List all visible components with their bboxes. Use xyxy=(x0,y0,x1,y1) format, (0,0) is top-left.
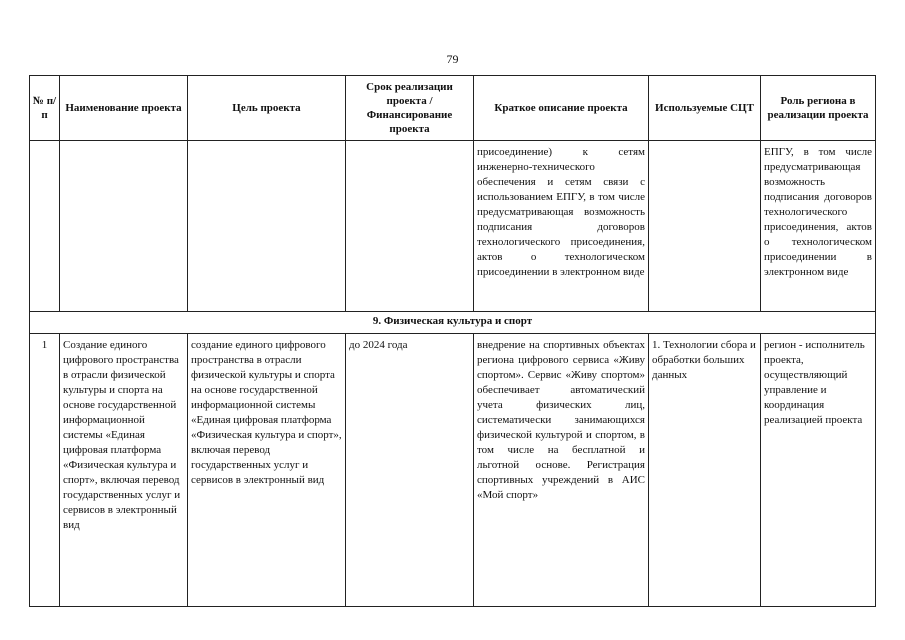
header-role: Роль региона в реализации проекта xyxy=(761,76,876,141)
header-term: Срок реализации проекта / Финансирование проекта xyxy=(346,76,474,141)
page-number: 79 xyxy=(446,52,459,66)
header-goal: Цель проекта xyxy=(188,76,346,141)
cell-num: 1 xyxy=(30,334,60,607)
table-row xyxy=(30,141,876,312)
header-name: Наименование проекта xyxy=(60,76,188,141)
header-description: Краткое описание проекта xyxy=(474,76,649,141)
cell-name xyxy=(60,141,188,312)
section-row xyxy=(30,312,876,334)
cell-description: присоединение) к сетям инженерно-технического обеспечения и сетям связи с использованием ЕПГУ, в том числе предусматривающая возможность подписания договоров технологического присоединения, актов о технологическом присоединении в электронном виде xyxy=(474,141,649,312)
header-num: № п/п xyxy=(30,76,60,141)
table-row xyxy=(30,334,876,607)
cell-goal xyxy=(188,141,346,312)
cell-description: внедрение на спортивных объектах региона цифрового сервиса «Живу спортом». Сервис «Живу спортом» обеспечивает автоматический учета физических лиц, систематически занимающихся физической культурой и спортом, в том числе на бесплатной и льготной основе. Регистрация спортивных учреждений в АИС «Мой спорт» xyxy=(474,334,649,607)
cell-term xyxy=(346,141,474,312)
projects-table xyxy=(29,75,876,607)
cell-num xyxy=(30,141,60,312)
cell-name: Создание единого цифрового пространства в отрасли физической культуры и спорта на основе государственной информационной системы «Единая цифровая платформа «Физическая культура и спорт», включая перевод государственных услуг и сервисов в электронный вид xyxy=(60,334,188,607)
cell-tech: 1. Технологии сбора и обработки больших данных xyxy=(649,334,761,607)
table-header-row xyxy=(30,76,876,141)
cell-role: ЕПГУ, в том числе предусматривающая возможность подписания договоров технологического присоединения, актов о технологическом присоединении в электронном виде xyxy=(761,141,876,312)
cell-tech xyxy=(649,141,761,312)
section-title: 9. Физическая культура и спорт xyxy=(30,312,876,334)
cell-goal: создание единого цифрового пространства в отрасли физической культуры и спорта на основе государственной информационной системы «Единая цифровая платформа «Физическая культура и спорт», включая перевод государственных услуг и сервисов в электронный вид xyxy=(188,334,346,607)
cell-term: до 2024 года xyxy=(346,334,474,607)
header-tech: Используемые СЦТ xyxy=(649,76,761,141)
cell-role: регион - исполнитель проекта, осуществляющий управление и координация реализацией проекта xyxy=(761,334,876,607)
